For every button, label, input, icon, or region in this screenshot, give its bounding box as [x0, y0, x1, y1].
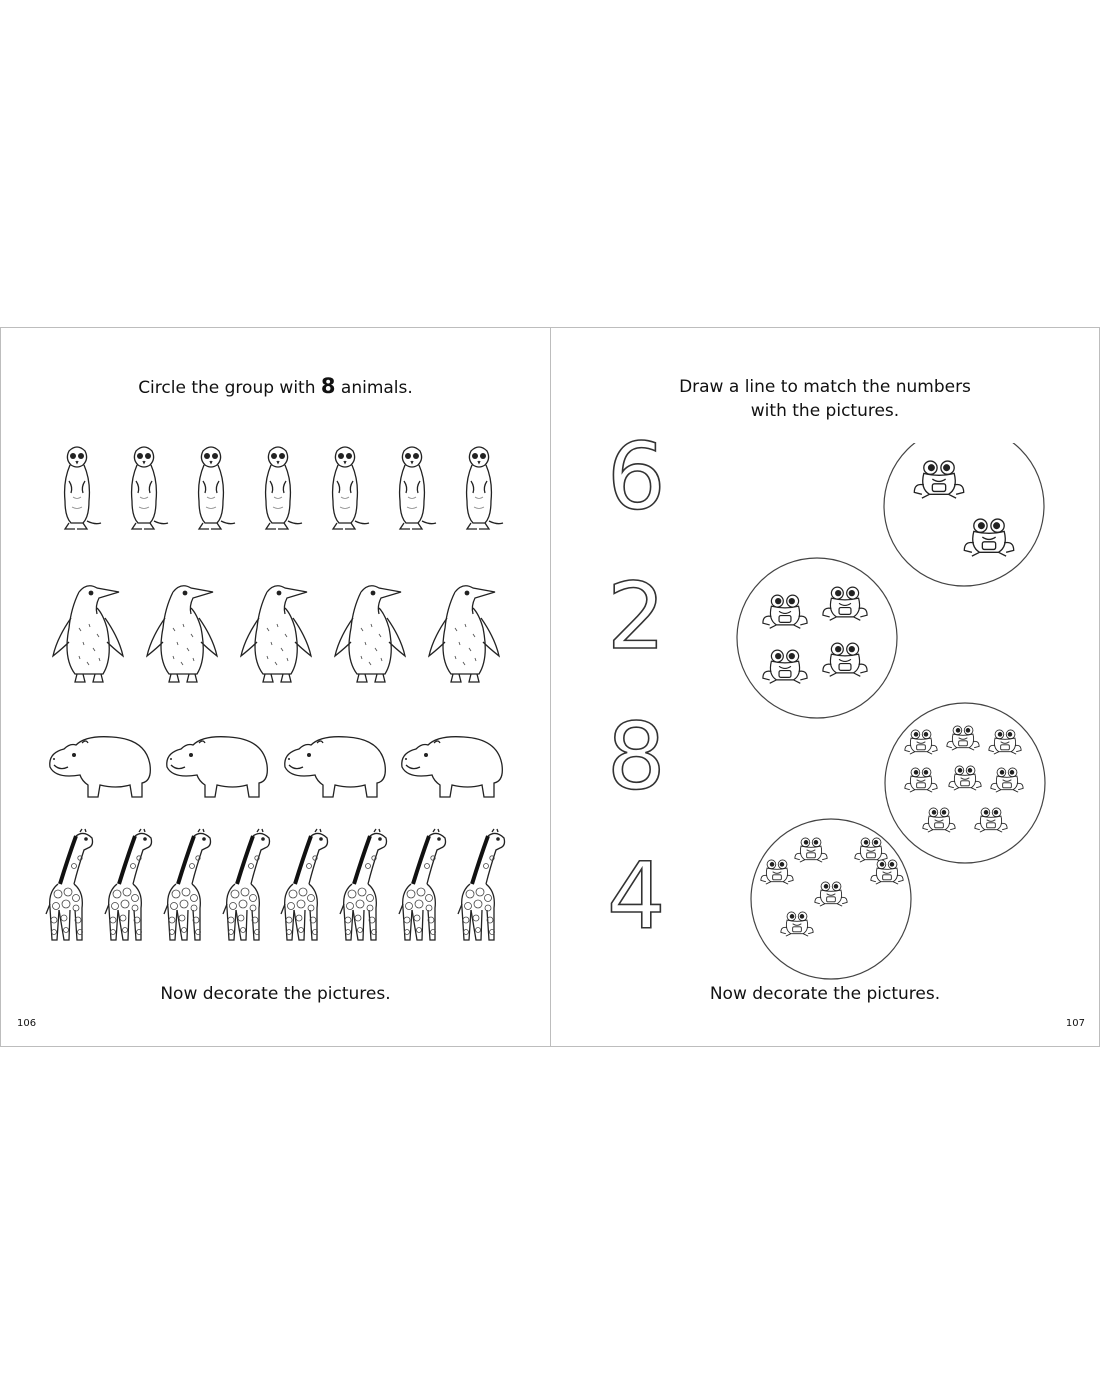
- penguin-row[interactable]: [41, 576, 511, 686]
- giraffe-illustration: [44, 828, 96, 946]
- giraffe-row[interactable]: [41, 828, 511, 946]
- right-instruction: [551, 375, 1099, 423]
- meerkat-illustration: [449, 441, 505, 533]
- frog-circle-4[interactable]: [737, 558, 897, 718]
- instruction-line-2: with the pictures.: [750, 401, 900, 421]
- outline-number-2: 2: [607, 563, 666, 670]
- instruction-text-start: Circle the group with: [138, 378, 321, 398]
- giraffe-illustration: [456, 828, 508, 946]
- meerkat-illustration: [248, 441, 304, 533]
- frog-circle-8[interactable]: [885, 703, 1045, 863]
- left-footer: Now decorate the pictures.: [160, 984, 391, 1004]
- instruction-line-1: Draw a line to match the numbers: [679, 377, 971, 397]
- frog-circle-6[interactable]: [751, 819, 911, 979]
- page-number-right: 107: [1065, 1018, 1085, 1029]
- meerkat-illustration: [181, 441, 237, 533]
- hippo-row[interactable]: [41, 723, 511, 803]
- outline-number-6: 6: [607, 428, 666, 530]
- penguin-illustration: [331, 578, 409, 686]
- meerkat-illustration: [382, 441, 438, 533]
- meerkat-illustration: [315, 441, 371, 533]
- hippo-illustration: [398, 731, 506, 803]
- meerkat-illustration: [47, 441, 103, 533]
- giraffe-illustration: [103, 828, 155, 946]
- giraffe-illustration: [397, 828, 449, 946]
- left-instruction: [1, 374, 550, 400]
- frog-circle-2[interactable]: [884, 443, 1044, 586]
- page-number-left: 106: [17, 1018, 37, 1029]
- left-page: [1, 328, 550, 1046]
- instruction-number: 8: [320, 374, 336, 398]
- outline-number-4: 4: [607, 843, 666, 948]
- penguin-illustration: [237, 578, 315, 686]
- meerkat-row[interactable]: [41, 438, 511, 533]
- instruction-text-end: animals.: [335, 378, 413, 398]
- meerkat-illustration: [114, 441, 170, 533]
- right-footer: Now decorate the pictures.: [709, 984, 941, 1004]
- hippo-illustration: [281, 731, 389, 803]
- frog-circles: [719, 443, 1099, 983]
- right-page: [551, 328, 1099, 1046]
- book-spread: [0, 327, 1100, 1047]
- penguin-illustration: [143, 578, 221, 686]
- penguin-illustration: [49, 578, 127, 686]
- giraffe-illustration: [338, 828, 390, 946]
- giraffe-illustration: [279, 828, 331, 946]
- hippo-illustration: [163, 731, 271, 803]
- outline-numbers: [599, 428, 689, 948]
- giraffe-illustration: [162, 828, 214, 946]
- penguin-illustration: [425, 578, 503, 686]
- outline-number-8: 8: [607, 703, 666, 810]
- giraffe-illustration: [221, 828, 273, 946]
- hippo-illustration: [46, 731, 154, 803]
